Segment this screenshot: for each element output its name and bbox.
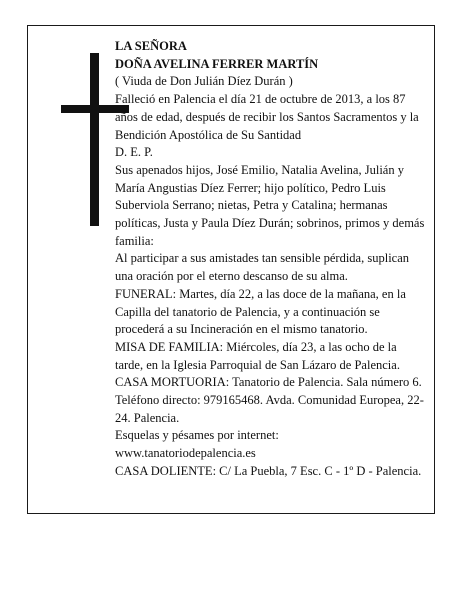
death-notice: Falleció en Palencia el día 21 de octubre de 2013, a los 87 años de edad, después de recibir los Santos Sacramentos y la Bendición Apostólica de Su Santidad <box>115 92 419 142</box>
online-condolences-label: Esquelas y pésames por internet: <box>115 428 279 443</box>
widow-line: ( Viuda de Don Julián Díez Durán ) <box>115 74 293 89</box>
rip-line: D. E. P. <box>115 145 153 160</box>
obituary-notice <box>27 25 435 514</box>
mourning-house-info: CASA DOLIENTE: C/ La Puebla, 7 Esc. C - 1º D - Palencia. <box>115 463 422 478</box>
funeral-info: FUNERAL: Martes, día 22, a las doce de la mañana, en la Capilla del tanatorio de Palencia, y a continuación se procederá a su Incineración en el mismo tanatorio. <box>115 286 406 337</box>
cross-vertical-bar <box>90 53 99 226</box>
obituary-text <box>115 38 425 481</box>
deceased-name: DOÑA AVELINA FERRER MARTÍN <box>115 56 319 71</box>
family-list: Sus apenados hijos, José Emilio, Natalia Avelina, Julián y María Angustias Díez Ferrer; hijo político, Pedro Luis Suberviola Serrano; nietas, Petra y Catalina; hermanas políticas, Justa y Paula Díez Durán; sobrinos, primos y demás familia: <box>115 162 425 248</box>
family-mass-info: MISA DE FAMILIA: Miércoles, día 23, a las ocho de la tarde, en la Iglesia Parroquial de San Lázaro de Palencia. <box>115 339 400 372</box>
mortuary-info: CASA MORTUORIA: Tanatorio de Palencia. Sala número 6. Teléfono directo: 979165468. Avda. Comunidad Europea, 22-24. Palencia. <box>115 375 424 425</box>
prayer-request: Al participar a sus amistades tan sensible pérdida, suplican una oración por el eterno descanso de su alma. <box>115 251 410 284</box>
obituary-title: LA SEÑORA <box>115 39 187 53</box>
website-link[interactable]: www.tanatoriodepalencia.es <box>115 446 256 461</box>
